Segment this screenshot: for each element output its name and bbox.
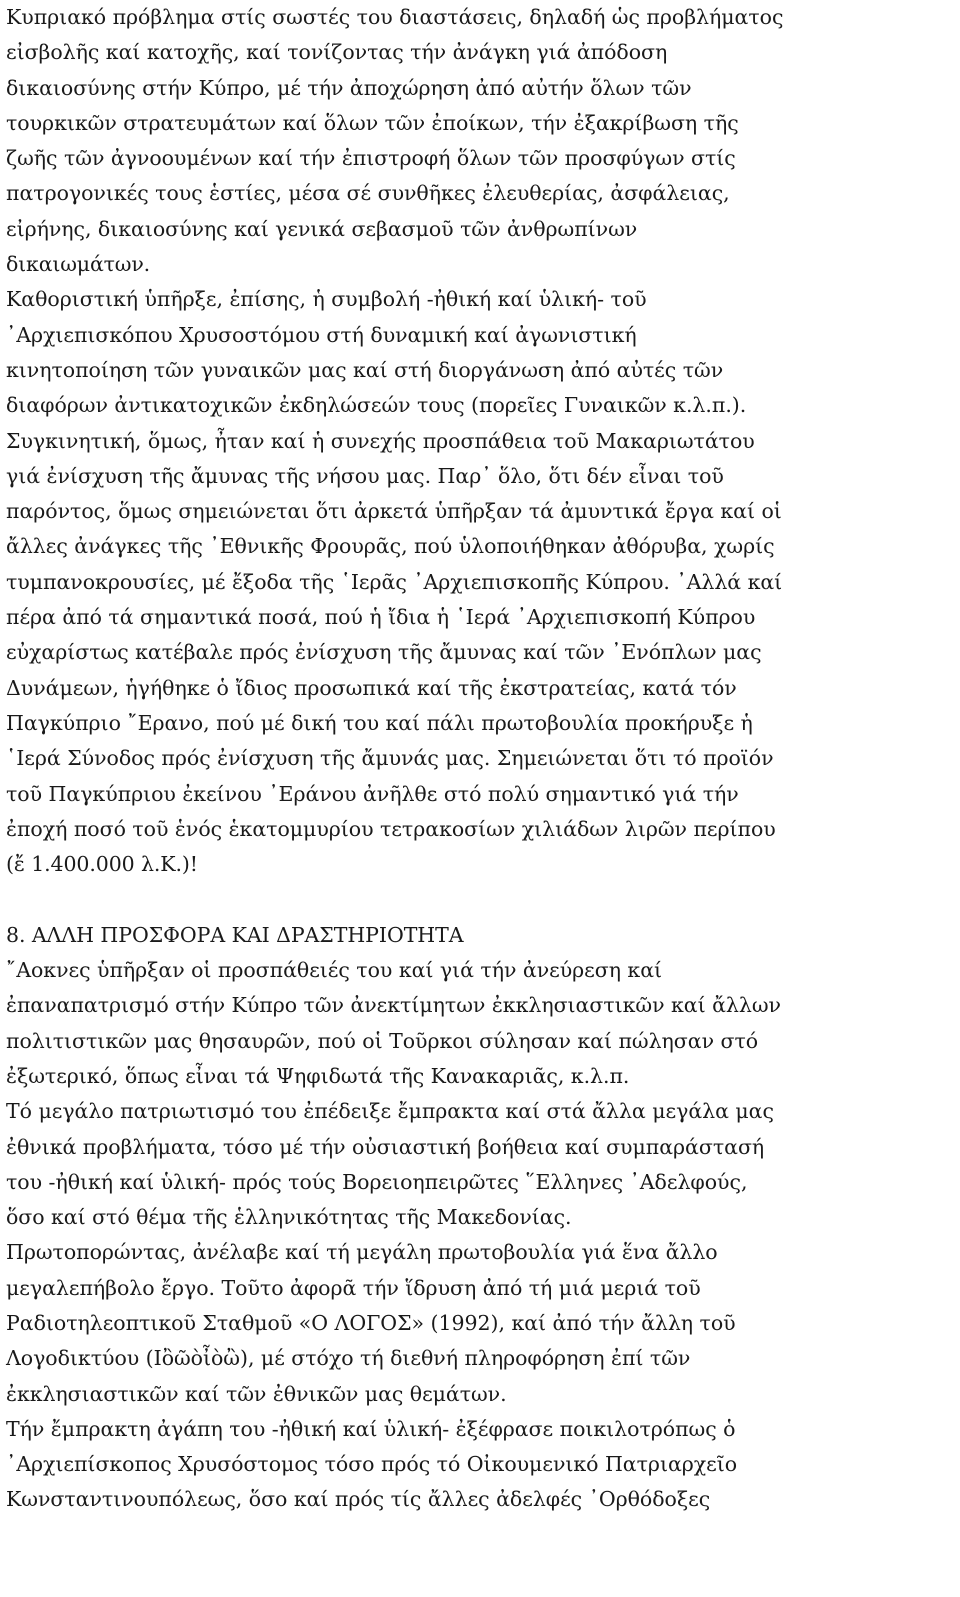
text-line: ἐκκλησιαστικῶν καί τῶν ἐθνικῶν μας θεμάτων.	[6, 1381, 507, 1406]
text-line: ἐποχή ποσό τοῦ ἑνός ἑκατομμυρίου τετρακοσίων χιλιάδων λιρῶν περίπου	[6, 816, 776, 841]
text-line: γιά ἐνίσχυση τῆς ἄμυνας τῆς νήσου μας. Παρ᾽ ὅλο, ὅτι δέν εἶναι τοῦ	[6, 463, 724, 488]
text-line: Πρωτοπορώντας, ἀνέλαβε καί τή μεγάλη πρωτοβουλία γιά ἕνα ἄλλο	[6, 1240, 718, 1265]
text-line: του -ἠθική καί ὑλική- πρός τούς Βορειοηπειρῶτες ῞Ελληνες ᾽Αδελφούς,	[6, 1169, 748, 1194]
text-line: ᾽Αρχιεπισκόπου Χρυσοστόμου στή δυναμική καί ἀγωνιστική	[6, 322, 637, 347]
text-line: τοῦ Παγκύπριου ἐκείνου ᾽Εράνου ἀνῆλθε στό πολύ σημαντικό γιά τήν	[6, 781, 739, 806]
text-line: ὅσο καί στό θέμα τῆς ἑλληνικότητας τῆς Μακεδονίας.	[6, 1205, 572, 1230]
text-line: εὐχαρίστως κατέβαλε πρός ἐνίσχυση τῆς ἄμυνας καί τῶν ᾽Ενόπλων μας	[6, 640, 762, 665]
blank-line	[6, 882, 956, 917]
text-line: Παγκύπριο ῎Ερανο, πού μέ δική του καί πάλι πρωτοβουλία προκήρυξε ἡ	[6, 710, 753, 735]
text-line: πέρα ἀπό τά σημαντικά ποσά, πού ἡ ἴδια ἡ ῾Ιερά ᾽Αρχιεπισκοπή Κύπρου	[6, 605, 756, 630]
text-line: εἰσβολῆς καί κατοχῆς, καί τονίζοντας τήν ἀνάγκη γιά ἀπόδοση	[6, 40, 668, 65]
text-line: τυμπανοκρουσίες, μέ ἔξοδα τῆς ῾Ιερᾶς ᾽Αρχιεπισκοπῆς Κύπρου. ᾽Αλλά καί	[6, 569, 783, 594]
text-line: (ἔ 1.400.000 λ.Κ.)!	[6, 852, 198, 877]
text-line: παρόντος, ὅμως σημειώνεται ὅτι ἀρκετά ὑπῆρξαν τά ἀμυντικά ἔργα καί οἱ	[6, 499, 782, 524]
text-line: ἄλλες ἀνάγκες τῆς ᾽Εθνικῆς Φρουρᾶς, πού ὑλοποιήθηκαν ἀθόρυβα, χωρίς	[6, 534, 775, 559]
text-line: δικαιοσύνης στήν Κύπρο, μέ τήν ἀποχώρηση ἀπό αὐτήν ὅλων τῶν	[6, 75, 692, 100]
text-line: Τό μεγάλο πατριωτισμό του ἐπέδειξε ἔμπρακτα καί στά ἄλλα μεγάλα μας	[6, 1099, 774, 1124]
text-line: Δυνάμεων, ἡγήθηκε ὁ ἴδιος προσωπικά καί τῆς ἐκστρατείας, κατά τόν	[6, 675, 737, 700]
text-line: ζωῆς τῶν ἀγνοουμένων καί τήν ἐπιστροφή ὅλων τῶν προσφύγων στίς	[6, 146, 736, 171]
text-line: Κυπριακό πρόβλημα στίς σωστές του διαστάσεις, δηλαδή ὡς προβλήματος	[6, 5, 784, 29]
text-line: ἐξωτερικό, ὅπως εἶναι τά Ψηφιδωτά τῆς Κανακαριᾶς, κ.λ.π.	[6, 1063, 630, 1088]
text-line: ᾽Αρχιεπίσκοπος Χρυσόστομος τόσο πρός τό Οἰκουμενικό Πατριαρχεῖο	[6, 1452, 738, 1477]
text-line: τουρκικῶν στρατευμάτων καί ὅλων τῶν ἐποίκων, τήν ἐξακρίβωση τῆς	[6, 110, 739, 135]
text-line: πολιτιστικῶν μας θησαυρῶν, πού οἱ Τοῦρκοι σύλησαν καί πώλησαν στό	[6, 1028, 759, 1053]
text-line: δικαιωμάτων.	[6, 252, 150, 277]
text-line: ἐπαναπατρισμό στήν Κύπρο τῶν ἀνεκτίμητων ἐκκλησιαστικῶν καί ἄλλων	[6, 993, 781, 1018]
text-line: ἐθνικά προβλήματα, τόσο μέ τήν οὐσιαστική βοήθεια καί συμπαράστασή	[6, 1134, 765, 1159]
text-line: Τήν ἔμπρακτη ἀγάπη του -ἠθική καί ὑλική- ἐξέφρασε ποικιλοτρόπως ὁ	[6, 1416, 736, 1441]
text-line: Ραδιοτηλεοπτικοῦ Σταθμοῦ «Ο ΛΟΓΟΣ» (1992), καί ἀπό τήν ἄλλη τοῦ	[6, 1310, 736, 1335]
section-heading: 8. ΑΛΛΗ ΠΡΟΣΦΟΡΑ ΚΑΙ ΔΡΑΣΤΗΡΙΟΤΗΤΑ	[6, 922, 464, 947]
text-line: διαφόρων ἀντικατοχικῶν ἐκδηλώσεών τους (πορεῖες Γυναικῶν κ.λ.π.).	[6, 393, 747, 418]
text-line: μεγαλεπήβολο ἔργο. Τοῦτο ἀφορᾶ τήν ἵδρυση ἀπό τή μιά μεριά τοῦ	[6, 1275, 701, 1300]
document-page	[6, 0, 956, 1518]
text-line: Καθοριστική ὑπῆρξε, ἐπίσης, ἡ συμβολή -ἠθική καί ὑλική- τοῦ	[6, 287, 647, 312]
text-line: Κωνσταντινουπόλεως, ὅσο καί πρός τίς ἄλλες ἀδελφές ᾽Ορθόδοξες	[6, 1487, 711, 1512]
text-line: πατρογονικές τους ἑστίες, μέσα σέ συνθῆκες ἐλευθερίας, ἀσφάλειας,	[6, 181, 730, 206]
text-line: εἰρήνης, δικαιοσύνης καί γενικά σεβασμοῦ τῶν ἀνθρωπίνων	[6, 216, 638, 241]
text-line: Συγκινητική, ὅμως, ἦταν καί ἡ συνεχής προσπάθεια τοῦ Μακαριωτάτου	[6, 428, 755, 453]
text-line: ῾Ιερά Σύνοδος πρός ἐνίσχυση τῆς ἄμυνάς μας. Σημειώνεται ὅτι τό προϊόν	[6, 746, 774, 771]
text-line: κινητοποίηση τῶν γυναικῶν μας καί στή διοργάνωση ἀπό αὐτές τῶν	[6, 357, 724, 382]
text-line: Λογοδικτύου (Ιὂῶὸἶὸὢ), μέ στόχο τή διεθνή πληροφόρηση ἐπί τῶν	[6, 1346, 691, 1371]
text-line: ῎Αοκνες ὑπῆρξαν οἱ προσπάθειές του καί γιά τήν ἀνεύρεση καί	[6, 958, 663, 983]
